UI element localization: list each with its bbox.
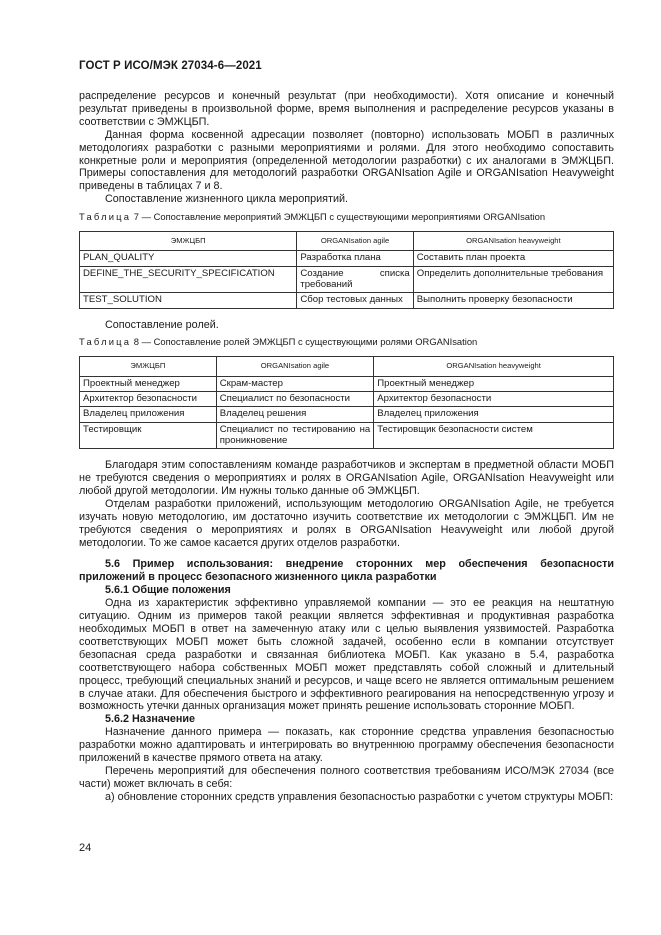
- table-cell: Владелец приложения: [80, 407, 217, 422]
- table-7-caption: Таблица 7 — Сопоставление мероприятий ЭМЖЦБП с существующими мероприятиями ORGANIsation: [79, 211, 546, 223]
- table-row: [80, 407, 614, 422]
- table-cell: DEFINE_THE_SECURITY_SPECIFICATION: [80, 266, 297, 293]
- subsection-heading: 5.6.1 Общие положения: [105, 584, 231, 597]
- paragraph: Сопоставление ролей.: [105, 318, 219, 331]
- table-8-header: ЭМЖЦБП: [80, 357, 217, 376]
- table-cell: Проектный менеджер: [374, 376, 614, 391]
- table-cell: Архитектор безопасности: [80, 391, 217, 406]
- table-cell: Создание списка требований: [297, 266, 413, 293]
- paragraph: Назначение данного примера — показать, как сторонние средства управления безопасностью разработки можно адаптировать и интегрировать во внутреннюю программу обеспечения безопасности приложений в качестве прямого ответа на атаку.: [79, 726, 614, 765]
- table-7-header: ЭМЖЦБП: [80, 232, 297, 251]
- paragraph: Данная форма косвенной адресации позволяет (повторно) использовать МОБП в различных методологиях разработки с разными мероприятиями и ролями. Для этого необходимо сопоставить конкретные роли и мероприятия (определенной методологии разработки) с их аналогами в ЭМЖЦБП. Примеры сопоставления для методологий разработки ORGANIsation Agile и ORGANIsation Heavyweight приведены в таблицах 7 и 8.: [79, 128, 614, 193]
- table-8-header: ORGANIsation agile: [216, 357, 374, 376]
- table-8: [79, 356, 614, 449]
- table-cell: PLAN_QUALITY: [80, 251, 297, 266]
- table-cell: Выполнить проверку безопасности: [413, 293, 613, 308]
- table-8-caption: Таблица 8 — Сопоставление ролей ЭМЖЦБП с существующими ролями ORGANIsation: [79, 336, 478, 348]
- table-cell: Специалист по тестированию на проникновение: [216, 422, 374, 449]
- table-7-header: ORGANIsation agile: [297, 232, 413, 251]
- page-content: [79, 90, 614, 804]
- document-header: ГОСТ Р ИСО/МЭК 27034-6—2021: [79, 60, 262, 72]
- subsection-heading: 5.6.2 Назначение: [105, 713, 196, 726]
- table-8-header: ORGANIsation heavyweight: [374, 357, 614, 376]
- table-7-header: ORGANIsation heavyweight: [413, 232, 613, 251]
- table-7: [79, 231, 614, 308]
- table-cell: Специалист по безопасности: [216, 391, 374, 406]
- table-cell: Разработка плана: [297, 251, 413, 266]
- table-row: [80, 293, 614, 308]
- page-number: 24: [79, 842, 92, 854]
- table-cell: Тестировщик: [80, 422, 217, 449]
- paragraph: Благодаря этим сопоставлениям команде разработчиков и экспертам в предметной области МОБП не требуются сведения о мероприятиях и ролях в ORGANIsation Agile, ORGANIsation Heavyweight или любой другой методологии. Им нужны только данные об ЭМЖЦБП.: [79, 459, 614, 497]
- table-cell: Владелец приложения: [374, 407, 614, 422]
- paragraph: Отделам разработки приложений, использующим методологию ORGANIsation Agile, не требуется изучать новую методологию, им достаточно изучить соответствие их методологии с ЭМЖЦБП. Им не требуются сведения о мероприятиях и ролях в ORGANIsation Heavyweight или любой другой методологии. То же самое касается других отделов разработки.: [79, 497, 614, 549]
- list-item: а) обновление сторонних средств управления безопасностью разработки с учетом структуры МОБП:: [105, 790, 614, 803]
- table-row: [80, 266, 614, 293]
- paragraph: распределение ресурсов и конечный результат (при необходимости). Хотя описание и конечный результат приведены в произвольной форме, время выполнения и распределение ресурсов указаны в соответствии с ЭМЖЦБП.: [79, 90, 614, 128]
- table-row: [80, 376, 614, 391]
- table-cell: Архитектор безопасности: [374, 391, 614, 406]
- section-heading: 5.6 Пример использования: внедрение сторонних мер обеспечения безопасности приложений в процесс безопасного жизненного цикла разработки: [79, 558, 614, 584]
- table-cell: Сбор тестовых данных: [297, 293, 413, 308]
- table-row: [80, 391, 614, 406]
- table-cell: Составить план проекта: [413, 251, 613, 266]
- table-cell: Скрам-мастер: [216, 376, 374, 391]
- paragraph: Сопоставление жизненного цикла мероприятий.: [105, 193, 349, 206]
- table-row: [80, 251, 614, 266]
- table-cell: Проектный менеджер: [80, 376, 217, 391]
- paragraph: Одна из характеристик эффективно управляемой компании — это ее реакция на нештатную ситуацию. Одним из примеров такой реакции является эффективная и продуктивная разработка необходимых МОБП в ответ на замеченную атаку или с целью выявления уязвимостей. Разработка соответствующих МОБП может быть сложной задачей, особенно если в компании отсутствует безопасная среда разработки и связанная библиотека МОБП. Как указано в 5.4, разработка соответствующего набора собственных МОБП может представлять собой сложный и длительный процесс, требующий специальных знаний и ресурсов, и чаще всего не является оптимальным решением в случае атаки. Для обеспечения быстрого и эффективного реагирования на непосредственную угрозу и возможность утечки данных организация может принять решение использовать сторонние МОБП.: [79, 597, 614, 713]
- table-cell: TEST_SOLUTION: [80, 293, 297, 308]
- table-cell: Определить дополнительные требования: [413, 266, 613, 293]
- table-cell: Владелец решения: [216, 407, 374, 422]
- table-row: [80, 422, 614, 449]
- table-cell: Тестировщик безопасности систем: [374, 422, 614, 449]
- paragraph: Перечень мероприятий для обеспечения полного соответствия требованиям ИСО/МЭК 27034 (все части) может включать в себя:: [79, 764, 614, 790]
